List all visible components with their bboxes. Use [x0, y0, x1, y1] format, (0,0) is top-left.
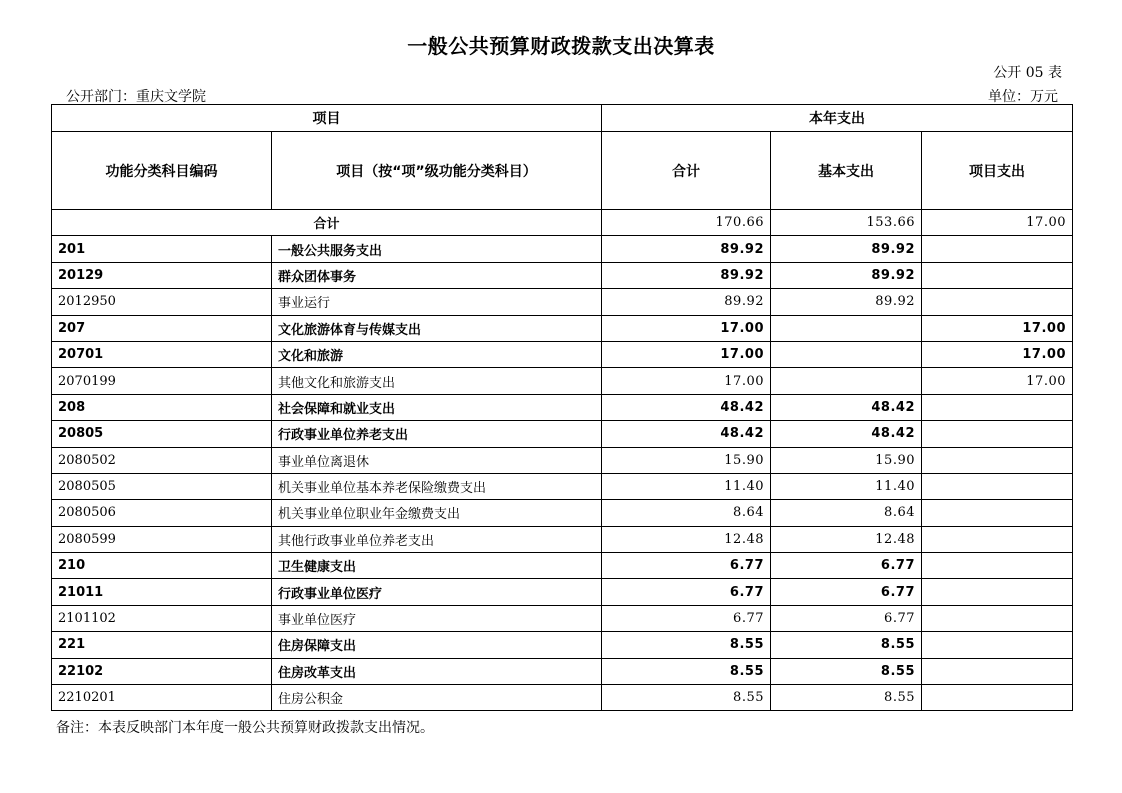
table-row [52, 368, 1073, 394]
row-total: 89.92 [602, 236, 771, 262]
row-basic: 89.92 [771, 262, 922, 288]
row-total: 15.90 [602, 447, 771, 473]
row-name: 其他行政事业单位养老支出 [272, 526, 602, 552]
row-project [922, 658, 1073, 684]
total-project: 17.00 [922, 210, 1073, 236]
row-code: 2012950 [52, 289, 272, 315]
row-name: 其他文化和旅游支出 [272, 368, 602, 394]
row-total: 8.55 [602, 632, 771, 658]
row-code: 2080599 [52, 526, 272, 552]
row-name: 行政事业单位养老支出 [272, 421, 602, 447]
column-header-project: 项目支出 [922, 132, 1073, 210]
row-code: 20129 [52, 262, 272, 288]
row-code: 210 [52, 553, 272, 579]
header-row-group [52, 105, 1073, 132]
unit-label: 单位：万元 [988, 89, 1058, 105]
row-project [922, 632, 1073, 658]
row-project [922, 605, 1073, 631]
header-item: 项目 [52, 105, 602, 132]
row-name: 文化旅游体育与传媒支出 [272, 315, 602, 341]
row-project [922, 500, 1073, 526]
row-code: 22102 [52, 658, 272, 684]
row-code: 2080502 [52, 447, 272, 473]
total-basic: 153.66 [771, 210, 922, 236]
row-name: 卫生健康支出 [272, 553, 602, 579]
column-header-code: 功能分类科目编码 [52, 132, 272, 210]
row-code: 2101102 [52, 605, 272, 631]
row-basic: 8.64 [771, 500, 922, 526]
table-row [52, 236, 1073, 262]
header-current-year: 本年支出 [602, 105, 1073, 132]
row-code: 207 [52, 315, 272, 341]
row-code: 2210201 [52, 685, 272, 711]
row-total: 48.42 [602, 421, 771, 447]
row-basic: 8.55 [771, 632, 922, 658]
row-basic: 12.48 [771, 526, 922, 552]
row-project [922, 447, 1073, 473]
row-code: 20701 [52, 341, 272, 367]
header-row-columns [52, 132, 1073, 210]
row-basic: 48.42 [771, 421, 922, 447]
row-name: 事业运行 [272, 289, 602, 315]
table-row [52, 553, 1073, 579]
row-total: 17.00 [602, 341, 771, 367]
row-total: 89.92 [602, 289, 771, 315]
table-row [52, 315, 1073, 341]
row-project [922, 289, 1073, 315]
row-total: 89.92 [602, 262, 771, 288]
row-name: 行政事业单位医疗 [272, 579, 602, 605]
row-code: 2080505 [52, 473, 272, 499]
table-row [52, 579, 1073, 605]
row-project: 17.00 [922, 315, 1073, 341]
column-header-total: 合计 [602, 132, 771, 210]
row-project [922, 262, 1073, 288]
row-basic: 89.92 [771, 236, 922, 262]
column-header-basic: 基本支出 [771, 132, 922, 210]
row-name: 住房改革支出 [272, 658, 602, 684]
row-total: 8.55 [602, 658, 771, 684]
row-total: 6.77 [602, 605, 771, 631]
table-row [52, 394, 1073, 420]
row-total: 48.42 [602, 394, 771, 420]
row-name: 群众团体事务 [272, 262, 602, 288]
row-project [922, 473, 1073, 499]
row-name: 一般公共服务支出 [272, 236, 602, 262]
row-project [922, 236, 1073, 262]
row-project [922, 579, 1073, 605]
row-code: 2070199 [52, 368, 272, 394]
table-row [52, 289, 1073, 315]
table-row [52, 685, 1073, 711]
row-name: 住房保障支出 [272, 632, 602, 658]
row-project [922, 394, 1073, 420]
row-basic: 6.77 [771, 605, 922, 631]
row-project: 17.00 [922, 341, 1073, 367]
table-row [52, 500, 1073, 526]
row-name: 机关事业单位基本养老保险缴费支出 [272, 473, 602, 499]
row-total: 17.00 [602, 315, 771, 341]
budget-table [51, 104, 1073, 711]
total-label: 合计 [52, 210, 602, 236]
row-name: 机关事业单位职业年金缴费支出 [272, 500, 602, 526]
row-basic: 15.90 [771, 447, 922, 473]
row-total: 8.64 [602, 500, 771, 526]
row-project [922, 421, 1073, 447]
footnote: 备注：本表反映部门本年度一般公共预算财政拨款支出情况。 [56, 720, 434, 736]
row-total: 11.40 [602, 473, 771, 499]
table-row [52, 341, 1073, 367]
table-row [52, 447, 1073, 473]
row-code: 221 [52, 632, 272, 658]
row-code: 20805 [52, 421, 272, 447]
row-project [922, 553, 1073, 579]
table-row [52, 605, 1073, 631]
row-name: 住房公积金 [272, 685, 602, 711]
row-basic: 6.77 [771, 579, 922, 605]
row-name: 事业单位医疗 [272, 605, 602, 631]
row-code: 208 [52, 394, 272, 420]
table-row [52, 526, 1073, 552]
row-total: 17.00 [602, 368, 771, 394]
table-row [52, 658, 1073, 684]
row-project [922, 526, 1073, 552]
table-row [52, 421, 1073, 447]
row-basic: 8.55 [771, 685, 922, 711]
row-code: 2080506 [52, 500, 272, 526]
table-row [52, 632, 1073, 658]
row-basic: 11.40 [771, 473, 922, 499]
column-header-name: 项目（按“项”级功能分类科目） [272, 132, 602, 210]
row-name: 文化和旅游 [272, 341, 602, 367]
row-basic [771, 315, 922, 341]
total-amount: 170.66 [602, 210, 771, 236]
row-total: 6.77 [602, 579, 771, 605]
row-basic: 6.77 [771, 553, 922, 579]
form-number: 公开 05 表 [993, 65, 1062, 81]
total-row [52, 210, 1073, 236]
row-name: 社会保障和就业支出 [272, 394, 602, 420]
row-basic: 8.55 [771, 658, 922, 684]
row-basic: 48.42 [771, 394, 922, 420]
row-code: 21011 [52, 579, 272, 605]
row-total: 8.55 [602, 685, 771, 711]
row-code: 201 [52, 236, 272, 262]
department-label: 公开部门：重庆文学院 [66, 89, 206, 105]
document-title: 一般公共预算财政拨款支出决算表 [407, 34, 715, 58]
table-row [52, 262, 1073, 288]
row-total: 6.77 [602, 553, 771, 579]
row-project [922, 685, 1073, 711]
row-project: 17.00 [922, 368, 1073, 394]
row-name: 事业单位离退休 [272, 447, 602, 473]
row-basic: 89.92 [771, 289, 922, 315]
row-total: 12.48 [602, 526, 771, 552]
table-row [52, 473, 1073, 499]
row-basic [771, 368, 922, 394]
row-basic [771, 341, 922, 367]
